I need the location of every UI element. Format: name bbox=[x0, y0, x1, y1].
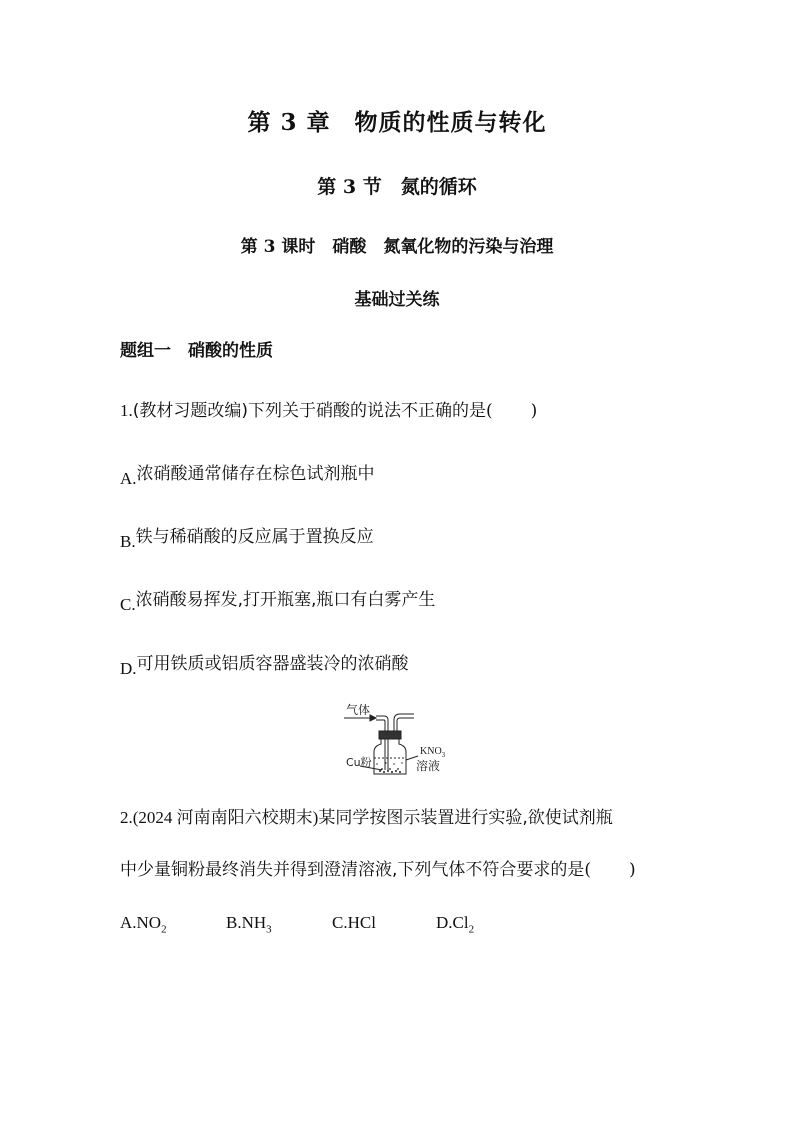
option-label: D. bbox=[120, 659, 137, 678]
apparatus-figure bbox=[330, 698, 460, 778]
option-text: 浓硝酸易挥发,打开瓶塞,瓶口有白雾产生 bbox=[135, 590, 436, 610]
question-number: 2. bbox=[120, 808, 133, 827]
option-b: $B.NH_3$ bbox=[226, 913, 272, 936]
cu-label: Cu粉 bbox=[346, 756, 372, 769]
option-c bbox=[120, 585, 435, 615]
option-label: B. bbox=[120, 532, 136, 551]
question-1 bbox=[120, 396, 537, 421]
option-c: C.HCl bbox=[332, 913, 376, 932]
question-source: (教材习题改编) bbox=[132, 401, 249, 421]
cu-powder bbox=[376, 762, 402, 773]
group-title: 题组一 硝酸的性质 bbox=[120, 341, 273, 361]
option-d bbox=[120, 649, 409, 679]
stopper bbox=[379, 731, 401, 739]
question-2-line2 bbox=[120, 855, 636, 880]
gas-label: 气体 bbox=[346, 703, 371, 717]
answer-paren-close: ) bbox=[629, 860, 636, 880]
solution-label: 溶液 bbox=[416, 759, 441, 773]
answer-paren-open: ( bbox=[486, 401, 493, 421]
option-text: 可用铁质或铝质容器盛装冷的浓硝酸 bbox=[136, 654, 409, 674]
arrow-head-icon bbox=[370, 715, 376, 721]
practice-title: 基础过关练 bbox=[354, 290, 440, 310]
chapter-title: 第 3 章 物质的性质与转化 bbox=[247, 109, 547, 136]
question-stem: 下列关于硝酸的说法不正确的是 bbox=[248, 401, 487, 421]
lesson-title: 第 3 课时 硝酸 氮氧化物的污染与治理 bbox=[240, 237, 554, 257]
option-text: 浓硝酸通常储存在棕色试剂瓶中 bbox=[136, 464, 375, 484]
question-stem-line2: 中少量铜粉最终消失并得到澄清溶液,下列气体不符合要求的是 bbox=[120, 860, 585, 880]
question-number: 1. bbox=[120, 401, 133, 420]
option-label: A. bbox=[120, 469, 137, 488]
question-2-options bbox=[120, 913, 474, 935]
inlet-tube bbox=[376, 716, 388, 770]
question-stem-line1: 某同学按图示装置进行实验,欲使试剂瓶 bbox=[318, 808, 613, 828]
option-a: $A.NO_2$ bbox=[120, 913, 167, 936]
option-label: C. bbox=[120, 595, 136, 614]
answer-paren-close: ) bbox=[530, 401, 538, 421]
option-a bbox=[120, 459, 375, 489]
question-2 bbox=[120, 803, 613, 828]
section-title: 第 3 节 氮的循环 bbox=[317, 176, 477, 198]
option-text: 铁与稀硝酸的反应属于置换反应 bbox=[135, 527, 374, 547]
kno3-label: $KNO_3$ bbox=[420, 746, 446, 759]
answer-paren-open: ( bbox=[584, 860, 592, 880]
question-source: (2024 河南南阳六校期末) bbox=[132, 808, 319, 827]
option-d: $D.Cl_2$ bbox=[436, 913, 475, 936]
option-b bbox=[120, 522, 374, 552]
